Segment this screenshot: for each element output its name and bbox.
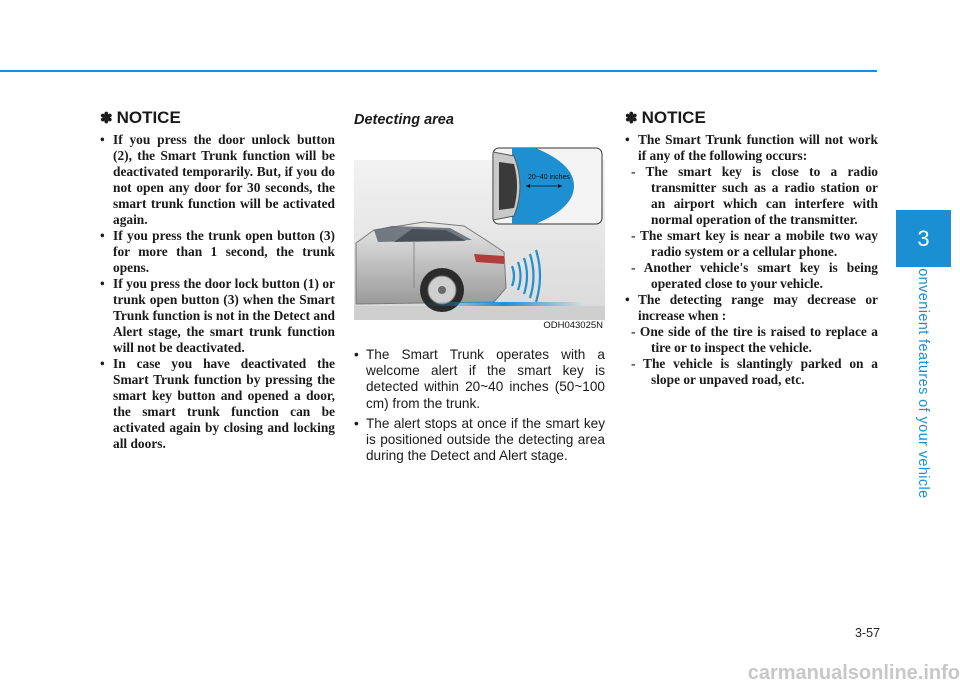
notice-heading-text: NOTICE: [116, 108, 181, 127]
list-item: • The Smart Trunk operates with a welcome alert if the smart key is detected within 20~40 inches (50~100 cm) from the trunk.: [354, 347, 605, 411]
list-item: • If you press the door lock button (1) or trunk open button (3) when the Smart Trunk function is not in the Detect and Alert stage, the smart trunk function will not be deactivated.: [100, 276, 335, 355]
inset-label: 20~40 inches: [528, 174, 570, 181]
chapter-title: Convenient features of your vehicle: [915, 257, 931, 499]
section-heading: Detecting area: [354, 112, 454, 128]
notice-heading-text: NOTICE: [641, 108, 706, 127]
notice-list: [625, 132, 878, 388]
top-rule: [0, 70, 877, 72]
right-column: [625, 108, 878, 388]
middle-column: [354, 108, 605, 468]
car-illustration: [354, 138, 605, 338]
sub-item: - One side of the tire is raised to replace a tire or to inspect the vehicle.: [631, 324, 878, 355]
list-item: • The detecting range may decrease or increase when : - One side of the tire is raised to replace a tire or to inspect the vehicle. - The vehicle is slantingly parked on a slope or unpaved road, etc.: [625, 292, 878, 387]
list-item: • In case you have deactivated the Smart Trunk function by pressing the smart key button and opened a door, the smart trunk function can be activated again by closing and locking all doors.: [100, 356, 335, 451]
sub-item: - The smart key is close to a radio transmitter such as a radio station or an airport which can interfere with normal operation of the transmitter.: [631, 164, 878, 227]
list-item: • The Smart Trunk function will not work if any of the following occurs: - The smart key is close to a radio transmitter such as a radio station or an airport which can interfere with normal operation of the transmitter. - The smart key is near a mobile two way radio system or a cellular phone. - Another vehicle's smart key is being operated close to your vehicle.: [625, 132, 878, 291]
detecting-area-figure: [354, 138, 605, 338]
figure-code: ODH043025N: [543, 320, 603, 331]
list-item: • If you press the trunk open button (3) for more than 1 second, the trunk opens.: [100, 228, 335, 275]
left-column: [100, 108, 335, 452]
sub-item: - Another vehicle's smart key is being operated close to your vehicle.: [631, 260, 878, 291]
notice-list: [100, 132, 335, 452]
star-icon: ✽: [625, 110, 638, 127]
star-icon: ✽: [100, 110, 113, 127]
notice-heading: [100, 108, 335, 128]
list-item: • The alert stops at once if the smart key is positioned outside the detecting area during the Detect and Alert stage.: [354, 415, 605, 464]
list-item: • If you press the door unlock button (2), the Smart Trunk function will be deactivated temporarily. But, if you do not open any door for 30 seconds, the smart trunk function will be activated again.: [100, 132, 335, 227]
watermark: carmanualsonline.info: [747, 662, 960, 684]
sub-list: [631, 324, 878, 388]
detect-list: [354, 347, 605, 464]
page-number: 3-57: [854, 626, 880, 640]
sub-item: - The smart key is near a mobile two way radio system or a cellular phone.: [631, 228, 878, 259]
sub-item: - The vehicle is slantingly parked on a slope or unpaved road, etc.: [631, 356, 878, 387]
notice-heading: [625, 108, 878, 128]
sub-list: [631, 164, 878, 292]
chapter-tab: 3: [896, 210, 951, 267]
